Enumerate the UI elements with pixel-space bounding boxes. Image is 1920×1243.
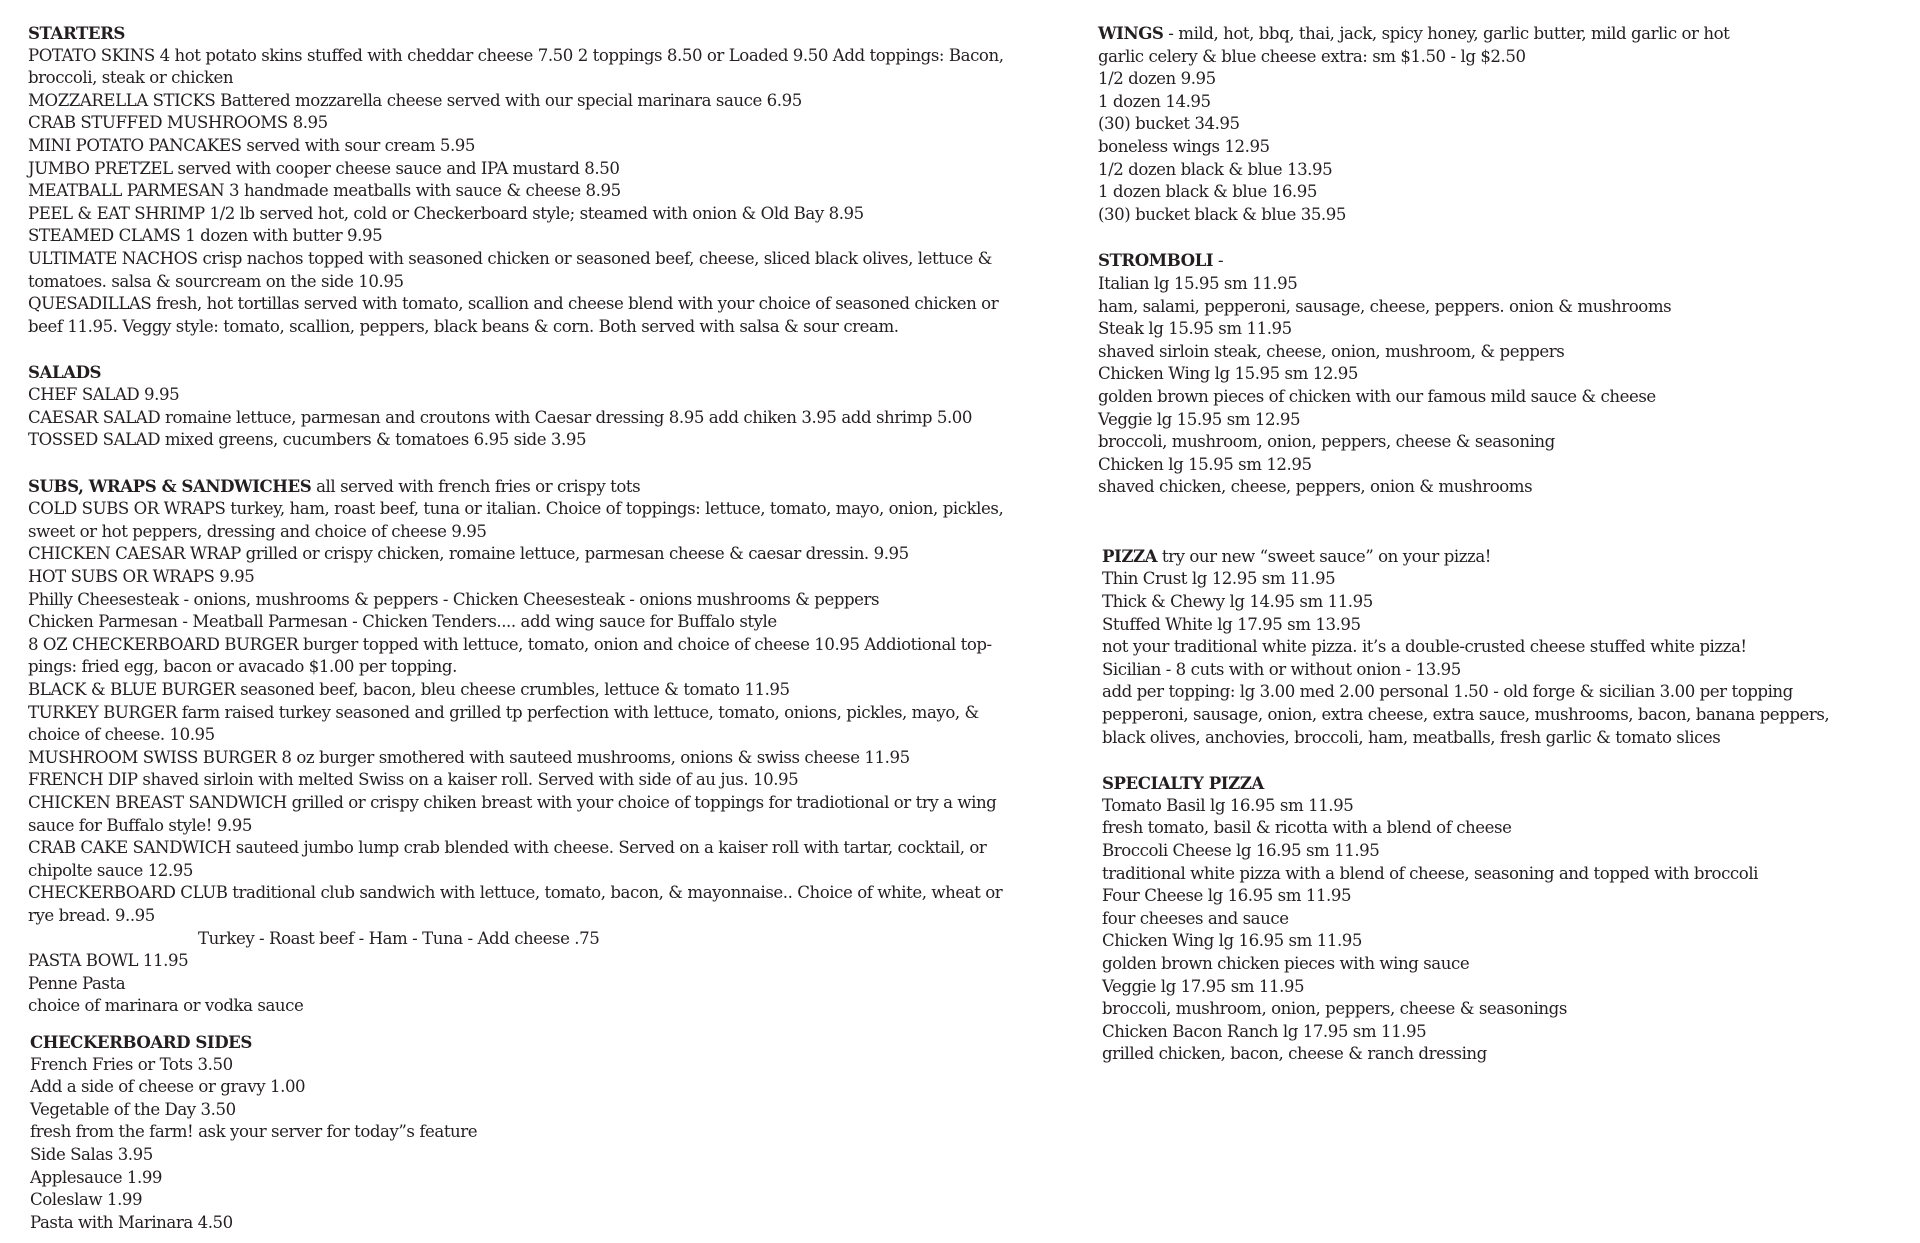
specialty-pizza-line: Chicken Wing lg 16.95 sm 11.95 — [1102, 931, 1362, 951]
sides-line: fresh from the farm! ask your server for today”s feature — [30, 1122, 478, 1142]
specialty-pizza-line: grilled chicken, bacon, cheese & ranch dressing — [1102, 1044, 1487, 1064]
subs-section — [28, 475, 1004, 1018]
starters-line: ULTIMATE NACHOS crisp nachos topped with seasoned chicken or seasoned beef, cheese, sliced black olives, lettuce & — [28, 248, 992, 268]
subs-line: CHICKEN CAESAR WRAP grilled or crispy chicken, romaine lettuce, parmesan cheese & caesar dressin. 9.95 — [28, 544, 909, 564]
specialty-pizza-section — [1098, 772, 1898, 1066]
sides-heading: CHECKERBOARD SIDES — [30, 1031, 252, 1052]
pizza-line: add per topping: lg 3.00 med 2.00 personal 1.50 - old forge & sicilian 3.00 per topping — [1102, 682, 1793, 702]
pizza-line: Thin Crust lg 12.95 sm 11.95 — [1102, 569, 1336, 589]
pasta-line: Penne Pasta — [28, 973, 126, 993]
stromboli-heading: STROMBOLI — [1098, 250, 1214, 271]
starters-line: CRAB STUFFED MUSHROOMS 8.95 — [28, 113, 328, 133]
subs-line: choice of cheese. 10.95 — [28, 725, 215, 745]
starters-line: MEATBALL PARMESAN 3 handmade meatballs with sauce & cheese 8.95 — [28, 181, 621, 201]
pizza-section — [1098, 545, 1898, 749]
subs-heading: SUBS, WRAPS & SANDWICHES — [28, 475, 312, 496]
starters-line: PEEL & EAT SHRIMP 1/2 lb served hot, cold or Checkerboard style; steamed with onion & Old Bay 8.95 — [28, 203, 864, 223]
stromboli-line: Italian lg 15.95 sm 11.95 — [1098, 273, 1298, 293]
specialty-pizza-line: Broccoli Cheese lg 16.95 sm 11.95 — [1102, 841, 1380, 860]
subs-line: rye bread. 9..95 — [28, 905, 155, 925]
stromboli-subtitle: - — [1213, 251, 1224, 271]
specialty-pizza-heading: SPECIALTY PIZZA — [1102, 773, 1264, 794]
stromboli-line: shaved sirloin steak, cheese, onion, mushroom, & peppers — [1098, 341, 1565, 361]
starters-line: broccoli, steak or chicken — [28, 68, 234, 88]
subs-line: CHECKERBOARD CLUB traditional club sandwich with lettuce, tomato, bacon, & mayonnaise.. Choice of white, wheat or — [28, 883, 1003, 903]
sides-line: Pasta with Marinara 4.50 — [30, 1212, 233, 1232]
pizza-line: black olives, anchovies, broccoli, ham, meatballs, fresh garlic & tomato slices — [1102, 727, 1721, 747]
stromboli-line: ham, salami, pepperoni, sausage, cheese, peppers. onion & mushrooms — [1098, 296, 1672, 316]
stromboli-line: shaved chicken, cheese, peppers, onion & mushrooms — [1098, 477, 1533, 497]
menu-left-column — [28, 22, 1004, 1234]
wings-subtitle: - mild, hot, bbq, thai, jack, spicy honey, garlic butter, mild garlic or hot — [1163, 24, 1730, 43]
wings-line: garlic celery & blue cheese extra: sm $1.50 - lg $2.50 — [1098, 46, 1526, 66]
subs-line: COLD SUBS OR WRAPS turkey, ham, roast beef, tuna or italian. Choice of toppings: lettuce, tomato, mayo, onion, pickles, — [28, 499, 1004, 519]
starters-heading: STARTERS — [28, 23, 125, 43]
specialty-pizza-line: Veggie lg 17.95 sm 11.95 — [1102, 976, 1305, 996]
subs-line: HOT SUBS OR WRAPS 9.95 — [28, 567, 255, 587]
subs-line: CHICKEN BREAST SANDWICH grilled or crispy chiken breast with your choice of toppings for tradiotional or try a wing — [28, 793, 997, 812]
sides-line: Add a side of cheese or gravy 1.00 — [30, 1077, 306, 1097]
specialty-pizza-line: fresh tomato, basil & ricotta with a blend of cheese — [1102, 818, 1512, 838]
subs-line: Philly Cheesesteak - onions, mushrooms & peppers - Chicken Cheesesteak - onions mushrooms & peppers — [28, 589, 880, 609]
starters-section — [28, 22, 1004, 338]
wings-heading: WINGS — [1098, 23, 1164, 43]
pasta-line: PASTA BOWL 11.95 — [28, 951, 189, 971]
sides-line: Side Salas 3.95 — [30, 1144, 153, 1164]
wings-heading-row — [1098, 22, 1898, 46]
menu-right-column — [1098, 22, 1898, 1066]
subs-line: 8 OZ CHECKERBOARD BURGER burger topped with lettuce, tomato, onion and choice of cheese 10.95 Addiotional top- — [28, 634, 992, 654]
subs-line: BLACK & BLUE BURGER seasoned beef, bacon, bleu cheese crumbles, lettuce & tomato 11.95 — [28, 680, 790, 700]
wings-line: 1/2 dozen 9.95 — [1098, 69, 1216, 89]
starters-line: STEAMED CLAMS 1 dozen with butter 9.95 — [28, 226, 383, 246]
club-options-line: Turkey - Roast beef - Ham - Tuna - Add cheese .75 — [198, 928, 600, 948]
starters-line: tomatoes. salsa & sourcream on the side 10.95 — [28, 271, 404, 291]
pizza-subtitle: try our new “sweet sauce” on your pizza! — [1157, 546, 1491, 566]
subs-heading-row — [28, 475, 988, 499]
pizza-line: Thick & Chewy lg 14.95 sm 11.95 — [1102, 592, 1373, 612]
subs-subtitle: all served with french fries or crispy tots — [311, 476, 641, 496]
salads-line: TOSSED SALAD mixed greens, cucumbers & tomatoes 6.95 side 3.95 — [28, 430, 587, 450]
sides-section — [28, 1031, 988, 1234]
stromboli-line: Veggie lg 15.95 sm 12.95 — [1098, 409, 1301, 429]
sides-line: Applesauce 1.99 — [30, 1167, 163, 1187]
subs-line: FRENCH DIP shaved sirloin with melted Swiss on a kaiser roll. Served with side of au jus. 10.95 — [28, 770, 799, 790]
sides-line: Vegetable of the Day 3.50 — [30, 1099, 236, 1119]
wings-line: boneless wings 12.95 — [1098, 136, 1270, 156]
subs-line: sauce for Buffalo style! 9.95 — [28, 815, 252, 835]
stromboli-section — [1098, 249, 1898, 499]
starters-line: beef 11.95. Veggy style: tomato, scallion, peppers, black beans & corn. Both served with salsa & sour cream. — [28, 316, 899, 336]
subs-line: chipolte sauce 12.95 — [28, 860, 193, 880]
specialty-pizza-line: four cheeses and sauce — [1102, 908, 1289, 928]
wings-line: 1 dozen 14.95 — [1098, 91, 1211, 111]
salads-section — [28, 361, 988, 451]
wings-line: 1 dozen black & blue 16.95 — [1098, 182, 1317, 202]
stromboli-line: golden brown pieces of chicken with our famous mild sauce & cheese — [1098, 386, 1656, 406]
specialty-pizza-line: Chicken Bacon Ranch lg 17.95 sm 11.95 — [1102, 1021, 1427, 1041]
wings-line: (30) bucket black & blue 35.95 — [1098, 204, 1346, 224]
salads-heading: SALADS — [28, 362, 102, 383]
starters-line: QUESADILLAS fresh, hot tortillas served with tomato, scallion and cheese blend with your choice of seasoned chicken or — [28, 294, 999, 314]
starters-line: MINI POTATO PANCAKES served with sour cream 5.95 — [28, 135, 476, 155]
pizza-heading-row — [1102, 545, 1898, 569]
sides-line: Coleslaw 1.99 — [30, 1190, 143, 1210]
starters-line: POTATO SKINS 4 hot potato skins stuffed with cheddar cheese 7.50 2 toppings 8.50 or Loaded 9.50 Add toppings: Bacon, — [28, 45, 1004, 65]
pizza-line: pepperoni, sausage, onion, extra cheese, extra sauce, mushrooms, bacon, banana peppers, — [1102, 705, 1830, 725]
pizza-line: not your traditional white pizza. it’s a double-crusted cheese stuffed white pizza! — [1102, 637, 1747, 657]
stromboli-line: Chicken Wing lg 15.95 sm 12.95 — [1098, 364, 1358, 384]
specialty-pizza-line: traditional white pizza with a blend of cheese, seasoning and topped with broccoli — [1102, 863, 1759, 883]
sides-line: French Fries or Tots 3.50 — [30, 1054, 233, 1074]
specialty-pizza-line: Tomato Basil lg 16.95 sm 11.95 — [1102, 795, 1354, 815]
subs-line: MUSHROOM SWISS BURGER 8 oz burger smothered with sauteed mushrooms, onions & swiss cheese 11.95 — [28, 747, 910, 767]
subs-line: sweet or hot peppers, dressing and choice of cheese 9.95 — [28, 521, 487, 541]
wings-line: (30) bucket 34.95 — [1098, 114, 1240, 134]
subs-line: pings: fried egg, bacon or avacado $1.00 per topping. — [28, 657, 457, 677]
specialty-pizza-line: broccoli, mushroom, onion, peppers, cheese & seasonings — [1102, 999, 1567, 1019]
subs-line: TURKEY BURGER farm raised turkey seasoned and grilled tp perfection with lettuce, tomato, onions, pickles, mayo, & — [28, 702, 979, 722]
pizza-heading: PIZZA — [1102, 545, 1158, 566]
stromboli-heading-row — [1098, 249, 1898, 273]
salads-line: CAESAR SALAD romaine lettuce, parmesan and croutons with Caesar dressing 8.95 add chiken 3.95 add shrimp 5.00 — [28, 407, 973, 427]
salads-line: CHEF SALAD 9.95 — [28, 384, 180, 404]
subs-line: CRAB CAKE SANDWICH sauteed jumbo lump crab blended with cheese. Served on a kaiser roll with tartar, cocktail, or — [28, 838, 987, 858]
specialty-pizza-line: Four Cheese lg 16.95 sm 11.95 — [1102, 886, 1352, 906]
stromboli-line: Steak lg 15.95 sm 11.95 — [1098, 319, 1292, 339]
stromboli-line: broccoli, mushroom, onion, peppers, cheese & seasoning — [1098, 432, 1555, 452]
stromboli-line: Chicken lg 15.95 sm 12.95 — [1098, 454, 1312, 474]
starters-line: JUMBO PRETZEL served with cooper cheese sauce and IPA mustard 8.50 — [28, 158, 620, 178]
wings-section — [1098, 22, 1898, 226]
wings-line: 1/2 dozen black & blue 13.95 — [1098, 159, 1333, 179]
specialty-pizza-line: golden brown chicken pieces with wing sauce — [1102, 953, 1470, 973]
pasta-line: choice of marinara or vodka sauce — [28, 996, 304, 1016]
pizza-line: Stuffed White lg 17.95 sm 13.95 — [1102, 614, 1361, 634]
pizza-line: Sicilian - 8 cuts with or without onion - 13.95 — [1102, 659, 1461, 679]
starters-line: MOZZARELLA STICKS Battered mozzarella cheese served with our special marinara sauce 6.95 — [28, 90, 802, 110]
subs-line: Chicken Parmesan - Meatball Parmesan - Chicken Tenders.... add wing sauce for Buffalo style — [28, 612, 777, 632]
